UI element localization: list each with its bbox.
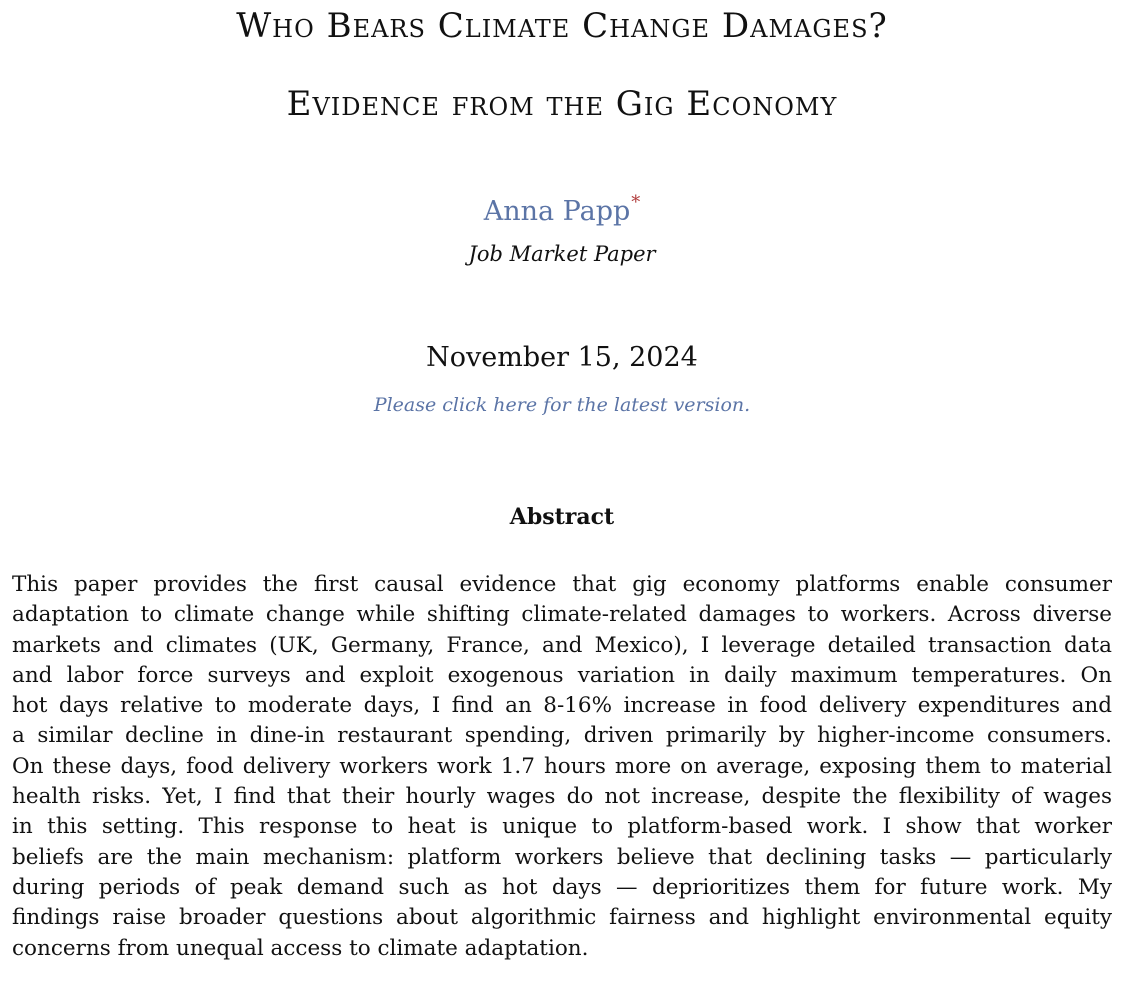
abstract-line: adaptation to climate change while shifting climate-related damages to workers. Across diverse: [12, 602, 1112, 628]
abstract-line: findings raise broader questions about algorithmic fairness and highlight environmental equity: [12, 905, 1112, 931]
abstract-line: On these days, food delivery workers work 1.7 hours more on average, exposing them to material: [12, 753, 1112, 779]
paper-title-line-1: Who Bears Climate Change Damages?: [236, 6, 888, 46]
abstract-line: This paper provides the first causal evidence that gig economy platforms enable consumer: [12, 572, 1112, 597]
author-block: [0, 192, 1124, 227]
author-name-link[interactable]: Anna Papp: [483, 196, 631, 227]
abstract-line: and labor force surveys and exploit exogenous variation in daily maximum temperatures. On: [12, 662, 1112, 688]
abstract-line: concerns from unequal access to climate adaptation.: [12, 935, 589, 961]
abstract-line: health risks. Yet, I find that their hourly wages do not increase, despite the flexibility of wages: [12, 784, 1112, 810]
abstract-body: [12, 570, 1112, 964]
paper-subtitle: Job Market Paper: [468, 242, 656, 266]
abstract-heading: Abstract: [509, 504, 615, 530]
abstract-line: in this setting. This response to heat is unique to platform-based work. I show that worker: [12, 814, 1112, 840]
paper-title-line-2: Evidence from the Gig Economy: [286, 84, 838, 124]
abstract-line: markets and climates (UK, Germany, France, and Mexico), I leverage detailed transaction data: [12, 632, 1112, 658]
latest-version-link[interactable]: Please click here for the latest version.: [373, 394, 751, 416]
paper-date: November 15, 2024: [426, 342, 698, 373]
author-footnote-mark[interactable]: *: [631, 192, 641, 213]
abstract-line: beliefs are the main mechanism: platform workers believe that declining tasks — particularly: [12, 844, 1112, 870]
abstract-line: hot days relative to moderate days, I find an 8-16% increase in food delivery expenditures and: [12, 693, 1112, 719]
abstract-line: during periods of peak demand such as hot days — deprioritizes them for future work. My: [12, 874, 1112, 900]
abstract-line: a similar decline in dine-in restaurant spending, driven primarily by higher-income consumers.: [12, 723, 1112, 749]
